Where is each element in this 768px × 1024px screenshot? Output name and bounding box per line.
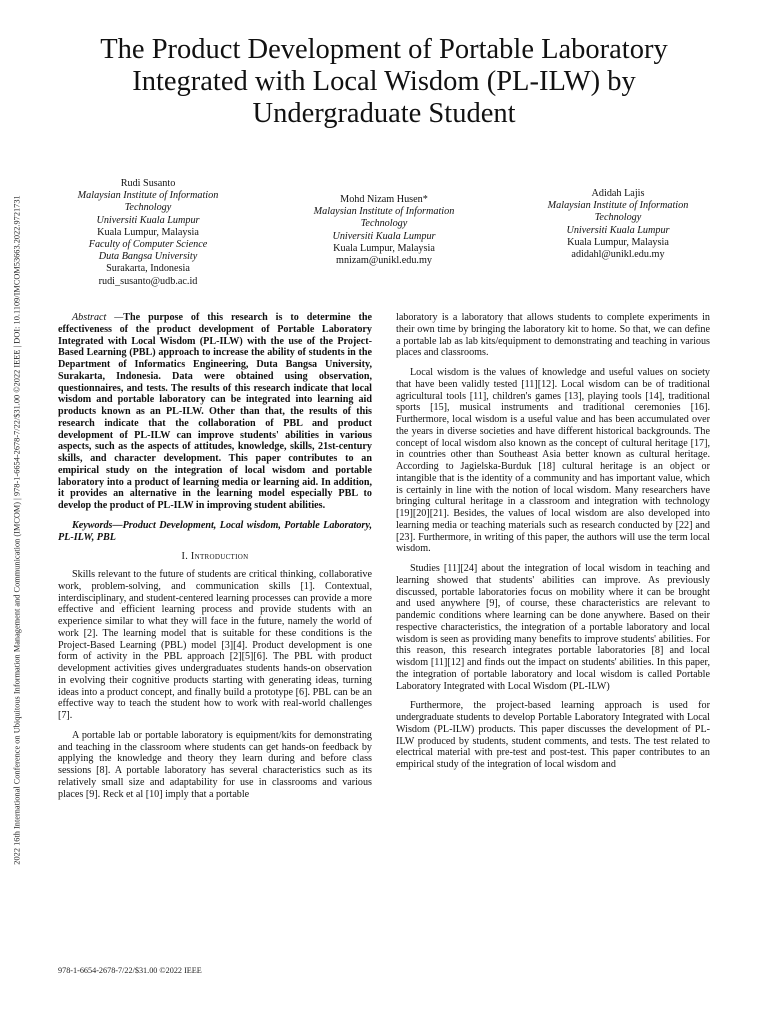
body-paragraph: Local wisdom is the values of knowledge and useful values on society that have been validly tested [11][12]. Local wisdom can be of traditional agricultural tools [11], children's games [13], playing tools [14], traditional sports [15], musical instruments and traditional ceremonies [16]. Furthermore, local wisdom is a useful value and has been accumulated over the years in diverse societies and have different historical backgrounds. The concept of local wisdom also known as the concept of cultural heritage [17], in countries other than Southeast Asia better known as cultural heritage. According to Jagielska-Burduk [18] cultural heritage is an object or intangible that is the identity of a community and has important value, which is certainly in line with the notion of local wisdom. Many researchers have bringing cultural heritage in a classroom and integration with technology [19][20][21]. Besides, the values of local wisdom are also developed into learning media or teaching materials such as research conducted by [22] and [23]. Furthermore, in writing of this paper, the authors will use the term local wisdom.: [396, 367, 710, 555]
body-paragraph: Skills relevant to the future of students are critical thinking, collaborative work, problem-solving, and communication skills [1]. Contextual, interdisciplinary, and student-centered learning processes can provide a more effective and efficient learning process and provide students with an experience similar to what they will face in the future, namely the world of work [2]. The learning model that is suitable for these conditions is the Project-Based Learning (PBL) model [3][4]. Product development is one form of activity in the PBL approach [2][5][6]. The PBL with product development activities gives undergraduates students hands-on observation in evolving their cognitive products starting with generating ideas, turning ideas into a product concept, and finally build a prototype [6]. PBL can be an effective way to teach the student how to work with real-world challenges [7].: [58, 569, 372, 721]
keywords: Keywords—Product Development, Local wisdom, Portable Laboratory, PL-ILW, PBL: [58, 519, 372, 543]
author-line: Malaysian Institute of Information: [77, 190, 219, 202]
author-line: Kuala Lumpur, Malaysia: [567, 236, 669, 248]
author-line: Kuala Lumpur, Malaysia: [333, 242, 435, 254]
author-line: adidahl@unikl.edu.my: [571, 249, 665, 261]
author-line: Kuala Lumpur, Malaysia: [97, 226, 199, 238]
author-line: Malaysian Institute of Information: [313, 206, 455, 218]
author-line: Malaysian Institute of Information: [547, 200, 689, 212]
footer-copyright: 978-1-6654-2678-7/22/$31.00 ©2022 IEEE: [58, 966, 202, 975]
author-line: Technology: [594, 212, 642, 224]
author-line: Adidah Lajis: [591, 188, 645, 199]
author-block-1: [50, 178, 246, 288]
left-column: [58, 312, 372, 808]
author-line: Mohd Nizam Husen*: [340, 194, 428, 205]
section-heading-introduction: I. Introduction: [181, 551, 249, 563]
author-line: rudi_susanto@udb.ac.id: [98, 275, 198, 287]
right-column: [396, 312, 710, 779]
author-line: Rudi Susanto: [120, 178, 176, 189]
side-copyright-note: [10, 120, 24, 940]
author-line: Surakarta, Indonesia: [106, 263, 190, 275]
author-line: mnizam@unikl.edu.my: [336, 255, 432, 267]
paper-title: The Product Development of Portable Laboratory Integrated with Local Wisdom (PL-ILW) by Undergraduate Student: [100, 34, 668, 129]
author-block-3: [520, 188, 716, 261]
body-paragraph: laboratory is a laboratory that allows students to complete experiments in their own time by bringing the laboratory kit to home. So that, we can define a portable lab as lab kits/equipment to demonstrating and teaching in various places and classrooms.: [396, 312, 710, 359]
author-line: Duta Bangsa University: [98, 251, 198, 263]
body-paragraph: Furthermore, the project-based learning approach is used for undergraduate students to develop Portable Laboratory Integrated with Local Wisdom (PL-ILW) products. This paper discusses the development of PL-ILW produced by students, student comments, and tests. The test related to electrical material with pre-test and post-test. This paper contributes to an empirical study of the integration of local wisdom and: [396, 700, 710, 770]
author-line: Faculty of Computer Science: [88, 239, 208, 251]
side-note-text: 2022 16th International Conference on Ubiquitous Information Management and Communication (IMCOM) | 978-1-6654-2678-7/22/$31.00 ©2022 IEEE | DOI: 10.1109/IMCOM53663.2022.9721731: [12, 195, 22, 865]
abstract: [58, 312, 372, 512]
abstract-text: The purpose of this research is to determine the effectiveness of the product development of Portable Laboratory Integrated with Local Wisdom (PL-ILW) with the use of the Project-Based Learning (PBL) approach to increase the ability of students in the Department of Informatics Engineering, Duta Bangsa University, Surakarta, Indonesia. Data were obtained using observation, questionnaires, and tests. The results of this research indicate that local wisdom and portable laboratory can be integrated into learning aid products known as an PL-ILW. Other than that, the results of this research indicate that the collaboration of PBL and product development of PL-ILW can improve students' abilities in various aspects, such as the aspects of attitudes, knowledge, skills, 21st-century skills, and character development. This paper contributes to an empirical study on the integration of local wisdom and portable laboratory into a product of learning media or learning aid. In addition, it provides an alternative in the learning model especially PBL to develop the product of PL-ILW in improving student abilities.: [58, 312, 372, 511]
author-line: Universiti Kuala Lumpur: [332, 230, 436, 242]
author-line: Universiti Kuala Lumpur: [566, 224, 670, 236]
author-line: Technology: [360, 218, 408, 230]
body-paragraph: Studies [11][24] about the integration of local wisdom in teaching and learning showed that students' abilities can improve. As previously discussed, portable laboratories focus on mobility where it can be brought and used anywhere [9], of course, these characteristics are relevant to pandemic conditions where learning can be done anywhere. Based on their respective characteristics, the integration of a portable laboratory and local wisdom is seen as providing many benefits to improve students' abilities. For this reason, this research integrates portable laboratories [8] and local wisdom [11][12] and finds out the impact on students' abilities. In this paper, the integration of portable laboratory and local wisdom is called Portable Laboratory Integrated with Local Wisdom (PL-ILW): [396, 563, 710, 692]
author-line: Technology: [124, 202, 172, 214]
abstract-label: Abstract —: [72, 312, 124, 323]
author-block-2: [286, 194, 482, 267]
author-line: Universiti Kuala Lumpur: [96, 214, 200, 226]
body-paragraph: A portable lab or portable laboratory is equipment/kits for demonstrating and teaching in the classroom where students can get hands-on feedback by applying the knowledge and theory they learn during and before class sessions [8]. A portable laboratory has several characteristics such as its relatively small size and adaptability for use in classrooms and various places [9]. Reck et al [10] imply that a portable: [58, 729, 372, 800]
